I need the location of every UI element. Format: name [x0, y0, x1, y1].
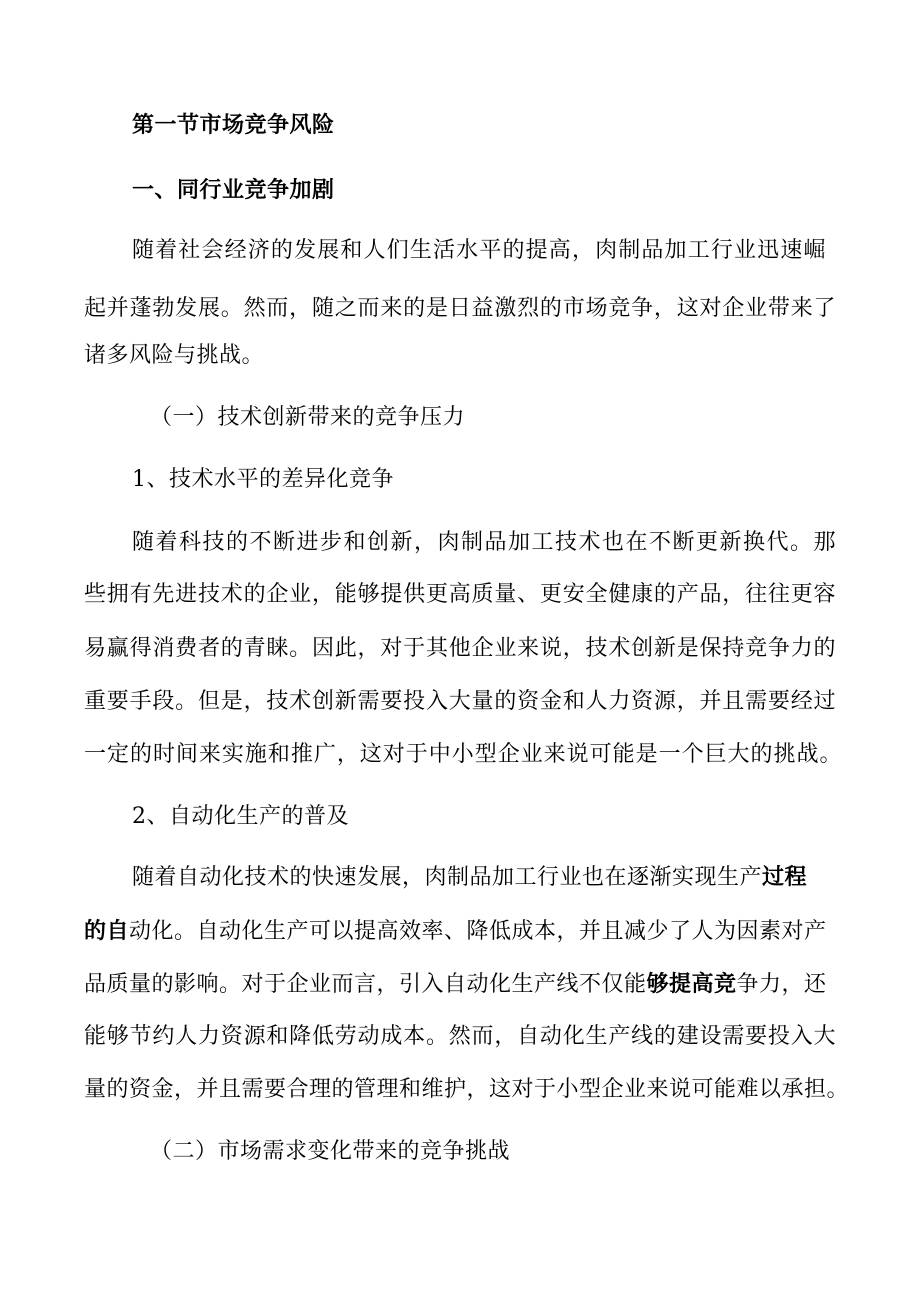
paragraph-line: 些拥有先进技术的企业，能够提供更高质量、更安全健康的产品，往往更容	[84, 582, 836, 607]
item-automation: 2、自动化生产的普及	[132, 804, 349, 829]
paragraph-line: 随着科技的不断进步和创新，肉制品加工技术也在不断更新换代。那	[132, 530, 836, 555]
subheading-market-demand: （二）市场需求变化带来的竞争挑战	[150, 1139, 511, 1164]
paragraph-line	[84, 916, 827, 947]
section-title: 第一节市场竞争风险	[132, 112, 335, 138]
paragraph-line: 诸多风险与挑战。	[84, 343, 265, 368]
text-run-bold: 够提高竞	[646, 971, 737, 997]
text-run: 随着自动化技术的快速发展，肉制品加工行业也在逐渐实现生产	[132, 865, 763, 890]
paragraph-line: 重要手段。但是，技术创新需要投入大量的资金和人力资源，并且需要经过	[84, 689, 836, 714]
paragraph-line	[84, 969, 827, 1000]
text-run-bold: 的自	[84, 918, 130, 944]
paragraph-line: 量的资金，并且需要合理的管理和维护，这对于小型企业来说可能难以承担。	[84, 1077, 850, 1102]
item-tech-differentiation: 1、技术水平的差异化竞争	[132, 467, 394, 492]
paragraph-line: 一定的时间来实施和推广，这对于中小型企业来说可能是一个巨大的挑战。	[84, 742, 842, 767]
text-run: 动化。自动化生产可以提高效率、降低成本，并且减少了人为因素对产	[129, 919, 827, 944]
paragraph-line: 易赢得消费者的青睐。因此，对于其他企业来说，技术创新是保持竞争力的	[84, 636, 836, 661]
text-run: 争力，还	[736, 972, 827, 997]
text-run-bold: 过程	[762, 864, 808, 890]
paragraph-line	[132, 862, 807, 893]
text-run: 品质量的影响。对于企业而言，引入自动化生产线不仅能	[84, 972, 647, 997]
paragraph-line: 起并蓬勃发展。然而，随之而来的是日益激烈的市场竞争，这对企业带来了	[84, 296, 836, 321]
subheading-tech-innovation: （一）技术创新带来的竞争压力	[150, 405, 466, 430]
paragraph-line: 能够节约人力资源和降低劳动成本。然而，自动化生产线的建设需要投入大	[84, 1024, 836, 1049]
paragraph-line: 随着社会经济的发展和人们生活水平的提高，肉制品加工行业迅速崛	[132, 238, 826, 263]
heading-competition: 一、同行业竞争加剧	[132, 177, 335, 203]
